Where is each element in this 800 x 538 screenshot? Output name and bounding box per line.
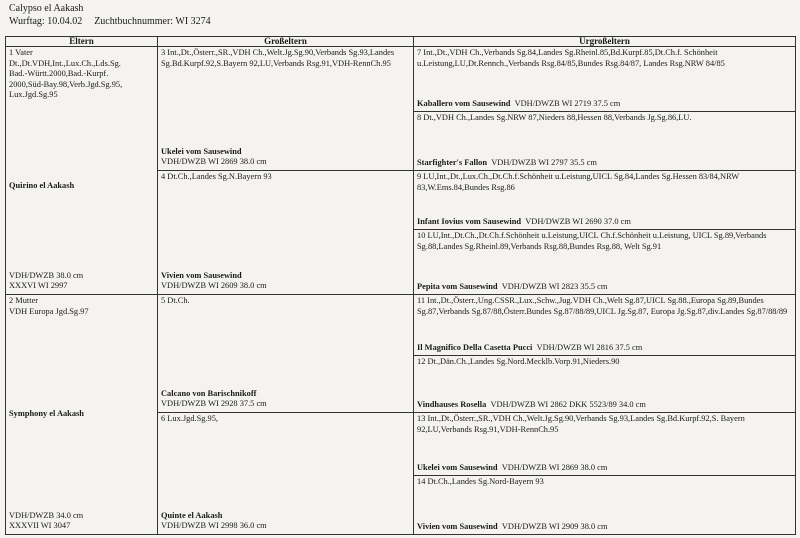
grandparent-name: Vivien vom Sausewind xyxy=(161,270,242,280)
grandparent-registration: VDH/DWZB WI 2928 37.5 cm xyxy=(161,399,267,409)
greatgrandparent-registration: VDH/DWZB WI 2719 37.5 cm xyxy=(514,99,621,109)
greatgrandparent-titles: 9 LU,Int.,Dt.,Lux.Ch.,Dt.Ch.f.Schönheit u.Leistung,UICL Sg.84,Landes Sg.Hessen 83/84,NRW 83,W.Ems.84,Bundes Rsg.86 xyxy=(417,172,739,192)
greatgrandparent-name: Vindhauses Rosella xyxy=(417,400,487,410)
greatgrandparent-cell xyxy=(414,356,796,413)
greatgrandparent-name: Kaballero vom Sausewind xyxy=(417,99,511,109)
greatgrandparent-titles: 7 Int.,Dt.,VDH Ch.,Verbands Sg.84,Landes Sg.Rheinl.85,Bd.Kurpf.85,Dt.Ch.f. Schönheit u.Leistung,LU,Dt.Rennch.,Verbands Rsg.84/85,Bundes Rsg.84/87, Landes Rsg.NRW 84/85 xyxy=(417,48,725,68)
grandparent-cell xyxy=(158,47,414,171)
greatgrandparent-name: Pepita vom Sausewind xyxy=(417,282,498,292)
greatgrandparent-cell xyxy=(414,47,796,112)
greatgrandparent-cell xyxy=(414,230,796,295)
column-header-urgrosseltern: Urgroßeltern xyxy=(414,37,796,47)
grandparent-cell xyxy=(158,413,414,535)
greatgrandparent-titles: 13 Int.,Dt.,Österr.,SR.,VDH Ch.,Welt.Jg.Sg.90,Verbands Sg.93,Landes Sg.Bd.Kurpf.92,S. Bayern 92,LU,Verbands Rsg.91,VDH-RennCh.95 xyxy=(417,414,745,434)
greatgrandparent-cell xyxy=(414,171,796,230)
grandparent-registration: VDH/DWZB WI 2998 36.0 cm xyxy=(161,521,267,531)
parent-titles: 1 Vater Dt.,Dt.VDH,Int.,Lux.Ch.,Lds.Sg. Bad.-Württ.2000,Bad.-Kurpf. 2000,Süd-Bay.98,Verb.Jgd.Sg.95, Lux.Jgd.Sg.95 xyxy=(9,48,123,100)
parent-name: Symphony el Aakash xyxy=(9,408,84,418)
greatgrandparent-titles: 10 LU,Int.,Dt.Ch.,Dt.Ch.f.Schönheit u.Leistung,UICL Ch.f.Schönheit u.Leistung, UICL Sg.89,Verbands Sg.88,Landes Sg.Rheinl.89,Verbands Rsg.88,Bundes Rsg.88, Welt Sg.91 xyxy=(417,231,767,251)
grandparent-registration: VDH/DWZB WI 2869 38.0 cm xyxy=(161,157,267,167)
greatgrandparent-name: Infant Iovius vom Sausewind xyxy=(417,217,522,227)
grandparent-cell xyxy=(158,295,414,413)
parent-registration: VDH/DWZB 38.0 cm xyxy=(9,270,84,280)
greatgrandparent-registration: VDH/DWZB WI 2823 35.5 cm xyxy=(501,282,608,292)
litter-date: Wurftag: 10.04.02 xyxy=(9,16,83,27)
parent-name: Quirino el Aakash xyxy=(9,180,75,190)
greatgrandparent-registration: VDH/DWZB WI 2690 37.0 cm xyxy=(525,217,631,227)
grandparent-titles: 3 Int.,Dt.,Österr.,SR.,VDH Ch.,Welt.Jg.Sg.90,Verbands Sg.93,Landes Sg.Bd.Kurpf.92,S.Bayern 92,LU,Verbands Rsg.91,VDH-RennCh.95 xyxy=(161,48,395,68)
greatgrandparent-name: Ukelei vom Sausewind xyxy=(417,463,498,473)
greatgrandparent-registration: VDH/DWZB WI 2816 37.5 cm xyxy=(536,343,643,353)
greatgrandparent-titles: 12 Dt.,Dän.Ch.,Landes Sg.Nord.Mecklb.Vorp.91,Nieders.90 xyxy=(417,357,620,366)
greatgrandparent-titles: 8 Dt.,VDH Ch.,Landes Sg.NRW 87,Nieders 88,Hessen 88,Verbands Jg.Sg.86,LU. xyxy=(417,113,692,122)
parent-titles: 2 Mutter VDH Europa Jgd.Sg.97 xyxy=(9,296,89,316)
grandparent-titles: 6 Lux.Jgd.Sg.95, xyxy=(161,414,219,423)
greatgrandparent-name: Il Magnifico Della Casetta Pucci xyxy=(417,343,533,353)
greatgrandparent-registration: VDH/DWZB WI 2869 38.0 cm xyxy=(501,463,608,473)
grandparent-titles: 4 Dt.Ch.,Landes Sg.N.Bayern 93 xyxy=(161,172,272,181)
greatgrandparent-registration: VDH/DWZB WI 2797 35.5 cm xyxy=(491,158,597,168)
parent-number: XXXVI WI 2997 xyxy=(9,281,68,291)
greatgrandparent-registration: VDH/DWZB WI 2909 38.0 cm xyxy=(501,522,608,532)
parent-cell-vater xyxy=(6,47,158,295)
pedigree-table xyxy=(5,36,796,535)
greatgrandparent-registration: VDH/DWZB WI 2862 DKK 5523/89 34.0 cm xyxy=(490,400,646,410)
dog-name-title: Calypso el Aakash xyxy=(9,3,84,14)
greatgrandparent-cell xyxy=(414,295,796,356)
greatgrandparent-cell xyxy=(414,112,796,171)
studbook-number: Zuchtbuchnummer: WI 3274 xyxy=(94,16,211,27)
greatgrandparent-titles: 14 Dt.Ch.,Landes Sg.Nord-Bayern 93 xyxy=(417,477,544,486)
column-header-grosseltern: Großeltern xyxy=(158,37,414,47)
parent-cell-mutter xyxy=(6,295,158,535)
grandparent-name: Ukelei vom Sausewind xyxy=(161,146,242,156)
grandparent-cell xyxy=(158,171,414,295)
grandparent-name: Calcano von Barischnikoff xyxy=(161,388,257,398)
greatgrandparent-name: Vivien vom Sausewind xyxy=(417,522,498,532)
greatgrandparent-name: Starfighter's Fallon xyxy=(417,158,488,168)
greatgrandparent-cell xyxy=(414,476,796,535)
parent-number: XXXVII WI 3047 xyxy=(9,521,71,531)
greatgrandparent-titles: 11 Int.,Dt.,Österr.,Ung.CSSR.,Lux.,Schw.,Jug.VDH Ch.,Welt Sg.87,UICL Sg.88.,Europa Sg.89,Bundes Sg.87,Verbands Sg.87/88,Österr.Bundes Sg.87/88/89,UICL Jg.Sg.87, Europa Jg.Sg.87,div.Landes Sg.87/88/89 xyxy=(417,296,788,316)
greatgrandparent-cell xyxy=(414,413,796,476)
grandparent-name: Quinte el Aakash xyxy=(161,510,223,520)
parent-registration: VDH/DWZB 34.0 cm xyxy=(9,510,84,520)
grandparent-registration: VDH/DWZB WI 2609 38.0 cm xyxy=(161,281,267,291)
document-header xyxy=(9,3,211,28)
grandparent-titles: 5 Dt.Ch. xyxy=(161,296,190,305)
column-header-eltern: Eltern xyxy=(6,37,158,47)
